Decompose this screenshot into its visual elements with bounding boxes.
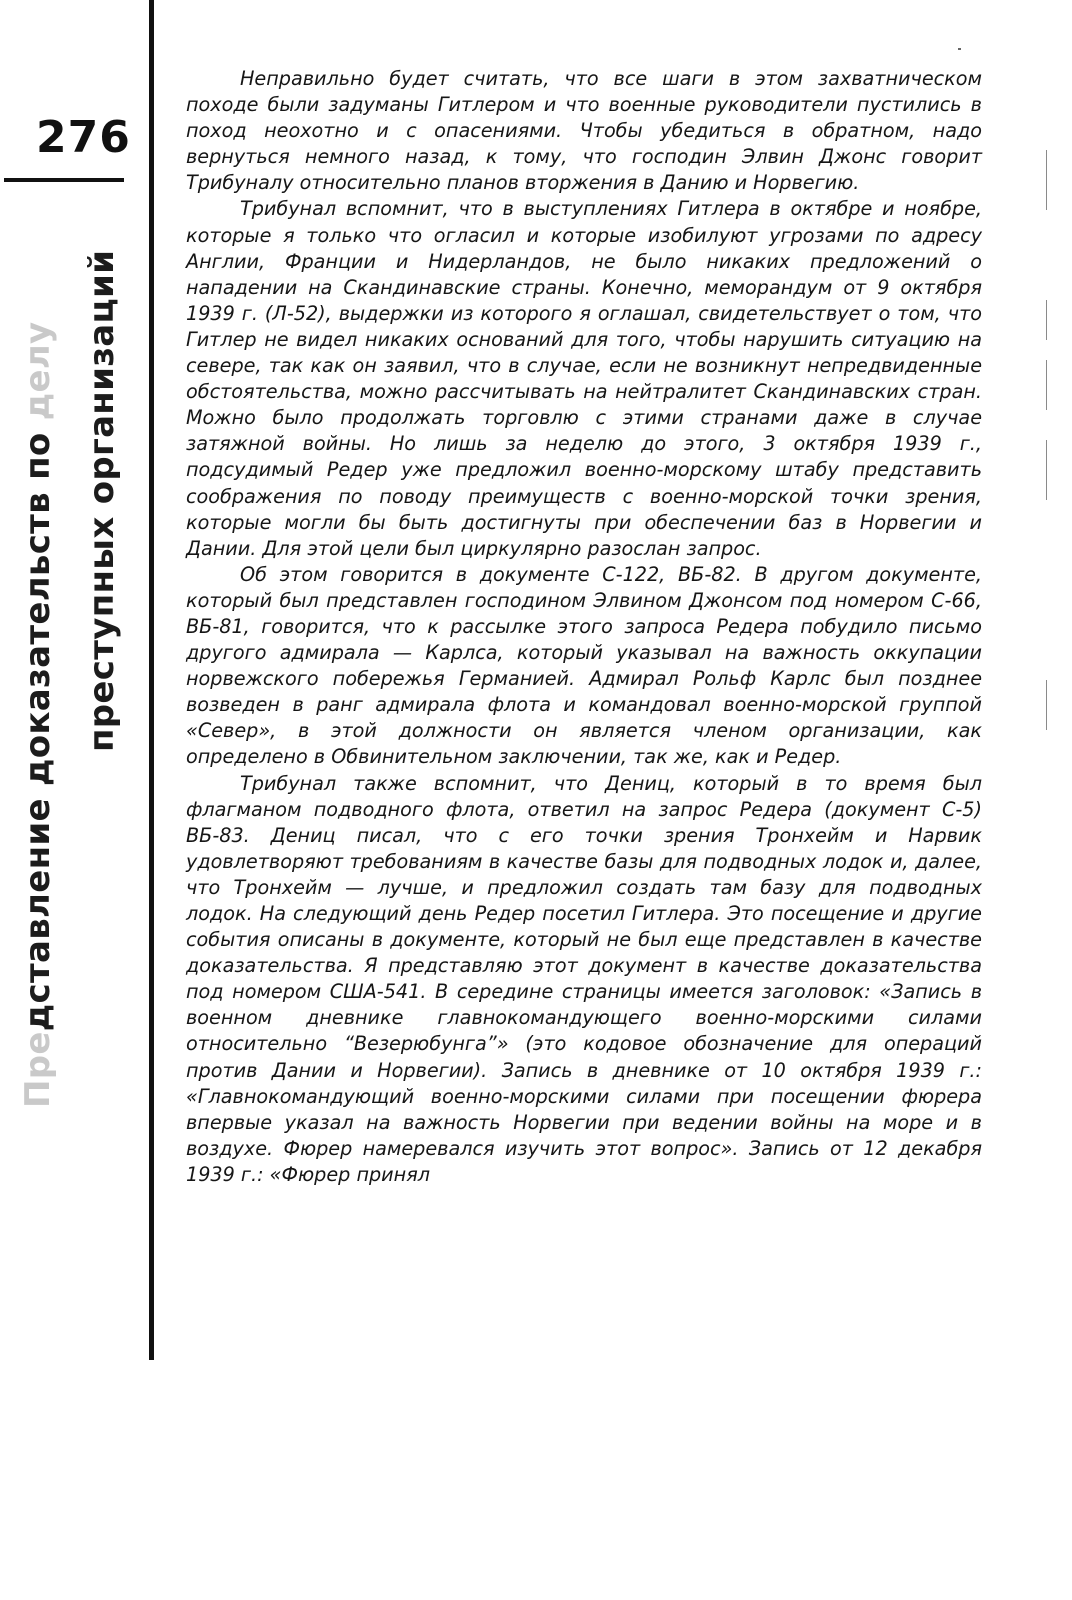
scan-artifact-line: [1046, 440, 1047, 500]
paragraph-3: Об этом говорится в документе С-122, ВБ-82. В другом документе, который был представлен господином Элвином Джонсом под номером С-66, ВБ-81, говорится, что к рассылке этого запроса Редера побудило письмо другого адмирала — Карлса, который указывал на важность оккупации норвежского побережья Германией. Адмирал Рольф Карлс был позднее возведен в ранг адмирала флота и командовал военно-морской группой «Север», в этой должности он является членом организации, как определено в Обвинительном заключении, так же, как и Редер.: [186, 562, 982, 769]
scan-speck: [958, 48, 961, 50]
running-head-main: дставление доказательств по: [18, 420, 58, 1032]
scan-artifact-line: [1046, 360, 1047, 410]
page-number-rule: [4, 178, 124, 182]
paragraph-1: Неправильно будет считать, что все шаги в этом захватническом походе были задуманы Гитлером и что военные руководители пустились в поход неохотно и с опасениями. Чтобы убедиться в обратном, надо вернуться немного назад, к тому, что господин Элвин Джонс говорит Трибуналу относительно планов вторжения в Данию и Норвегию.: [186, 67, 982, 195]
paragraph-2: Трибунал вспомнит, что в выступлениях Гитлера в октябре и ноябре, которые я только что огласил и которые изобилуют угрозами по адресу Англии, Франции и Нидерландов, не было никаких предложений о нападении на Скандинавские страны. Конечно, меморандум от 9 октября 1939 г. (Л-52), выдержки из которого я оглашал, свидетельствует о том, что Гитлер не видел никаких оснований для того, чтобы нарушить ситуацию на севере, так как он заявил, что в случае, если не возникнут непредвиденные обстоятельства, можно рассчитывать на нейтралитет Скандинавских стран. Можно было продолжать торговлю с этими странами даже в случае затяжной войны. Но лишь за неделю до этого, 3 октября 1939 г., подсудимый Редер уже предложил военно-морскому штабу представить соображения по поводу преимуществ с военно-морской точки зрения, которые могли бы быть достигнуты при обеспечении баз в Норвегии и Дании. Для этой цели был циркулярно разослан запрос.: [186, 197, 982, 560]
paragraph-4: Трибунал также вспомнит, что Дениц, который в то время был флагманом подводного флота, ответил на запрос Редера (документ С-5) ВБ-83. Дениц писал, что с его точки зрения Тронхейм и Нарвик удовлетворяют требованиям в качестве базы для подводных лодок и, далее, что Тронхейм — лучше, и предложил создать там базу для подводных лодок. На следующий день Редер посетил Гитлера. Это посещение и другие события описаны в документе, который не был еще представлен в качестве доказательства. Я представляю этот документ в качестве доказательства под номером США-541. В середине страницы имеется заголовок: «Запись в военном дневнике главнокомандующего военно-морскими силами относительно “Везерюбунга”» (это кодовое обозначение для операций против Дании и Норвегии). Запись в дневнике от 10 октября 1939 г.: «Главнокомандующий военно-морскими силами при посещении фюрера впервые указал на важность Норвегии при ведении войны на море и в воздухе. Фюрер намеревался изучить этот вопрос». Запись от 12 декабря 1939 г.: «Фюрер принял: [186, 771, 982, 1186]
margin-rule: [149, 0, 154, 1360]
page-number: 276: [36, 112, 131, 163]
scan-artifact-line: [1046, 680, 1047, 730]
body-text: [186, 66, 982, 1188]
running-head-faded-end: делу: [18, 321, 58, 421]
scan-artifact-line: [1046, 300, 1047, 340]
running-head-line-2: преступных организаций: [82, 249, 122, 752]
running-head-faded-start: Пре: [18, 1031, 58, 1108]
running-head-line-1: [18, 321, 58, 1108]
scan-artifact-line: [1046, 150, 1047, 210]
